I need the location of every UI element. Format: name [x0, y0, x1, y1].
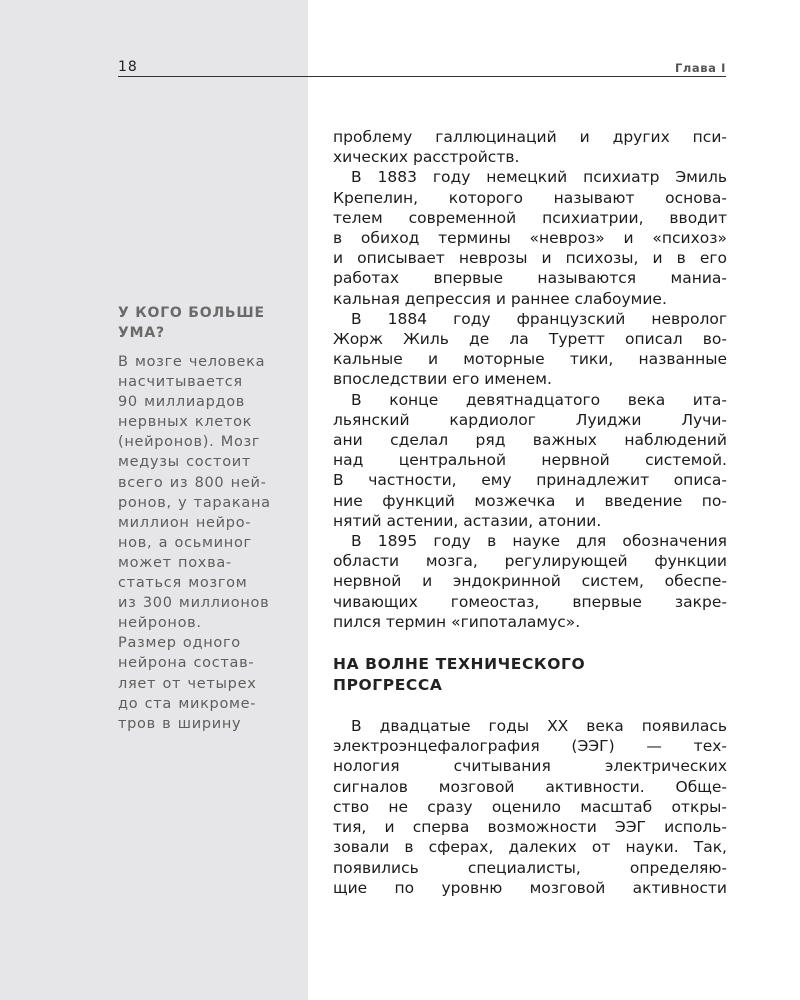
text-line: ани сделал ряд важных наблюдений	[333, 431, 727, 450]
text-line: хических расстройств.	[333, 148, 520, 167]
text-line: В 1884 году французский невролог	[351, 309, 727, 328]
sidebar-line: насчитывается	[118, 374, 243, 391]
text-line: области мозга, регулирующей функции	[333, 552, 727, 571]
text-line: и описывает неврозы и психозы, и в его	[333, 249, 727, 268]
section-spacer	[333, 695, 727, 716]
text-line: тия, и сперва возможности ЭЭГ исполь-	[333, 818, 727, 837]
sidebar-line: нейрона состав-	[118, 655, 255, 672]
sidebar-line: ронов, у таракана	[118, 494, 271, 511]
sidebar-line: ляет от четырех	[118, 675, 257, 692]
sidebar-line: нейронов.	[118, 615, 202, 632]
paragraph	[333, 127, 727, 167]
text-line: нология считывания электрических	[333, 757, 727, 776]
text-line: В частности, ему принадлежит описа-	[333, 471, 727, 490]
sidebar-line: из 300 миллионов	[118, 595, 270, 612]
sidebar-line: тров в ширину	[118, 715, 242, 732]
paragraph	[333, 309, 727, 390]
sidebar-title: У КОГО БОЛЬШЕ УМА?	[118, 305, 265, 341]
text-line: кальные и моторные тики, названные	[333, 350, 727, 369]
text-line: появились специалисты, определяю-	[333, 858, 727, 877]
sidebar-line: 90 миллиардов	[118, 394, 246, 411]
text-line: чивающих гомеостаз, впервые закре-	[333, 592, 727, 611]
text-line: в обиход термины «невроз» и «психоз»	[333, 229, 727, 248]
main-text	[333, 127, 727, 898]
text-line: работах впервые называются маниа-	[333, 269, 727, 288]
sidebar-line: нервных клеток	[118, 414, 253, 431]
paragraph	[333, 167, 727, 308]
paragraph	[333, 716, 727, 898]
text-line: льянский кардиолог Луиджи Лучи-	[333, 410, 727, 429]
text-line: проблему галлюцинаций и других пси-	[333, 128, 727, 146]
paragraph	[333, 531, 727, 632]
sidebar-line: миллион нейро-	[118, 514, 252, 531]
text-line: нервной и эндокринной систем, обеспе-	[333, 572, 727, 591]
text-line: щие по уровню мозговой активности	[333, 878, 727, 897]
page-number: 18	[118, 59, 138, 75]
text-line: В двадцатые годы XX века появилась	[351, 717, 727, 736]
text-line: ство не сразу оценило масштаб откры-	[333, 797, 727, 816]
sidebar-line: может похва-	[118, 554, 232, 571]
text-line: зовали в сферах, далеких от науки. Так,	[333, 838, 727, 857]
section-heading	[333, 654, 727, 695]
text-line: ние функций мозжечка и введение по-	[333, 491, 727, 510]
sidebar-note	[118, 352, 298, 734]
text-line: сигналов мозговой активности. Обще-	[333, 777, 727, 796]
section-heading-line: ПРОГРЕССА	[333, 675, 443, 694]
text-line: впоследствии его именем.	[333, 370, 552, 389]
text-line: В 1883 году немецкий психиатр Эмиль	[351, 168, 727, 187]
text-line: нятий астении, астазии, атонии.	[333, 511, 602, 530]
text-line: Крепелин, которого называют основа-	[333, 188, 727, 207]
text-line: над центральной нервной системой.	[333, 451, 727, 470]
header-rule	[118, 76, 726, 77]
text-line: Жорж Жиль де ла Туретт описал во-	[333, 330, 727, 349]
sidebar-line: нов, а осьминог	[118, 534, 252, 551]
text-line: электроэнцефалография (ЭЭГ) — тех-	[333, 737, 727, 756]
text-line: пился термин «гипоталамус».	[333, 612, 581, 631]
sidebar-line: статься мозгом	[118, 575, 248, 592]
text-line: В конце девятнадцатого века ита-	[351, 390, 727, 409]
sidebar-line: Размер одного	[118, 635, 241, 652]
sidebar-line: до ста микроме-	[118, 695, 257, 712]
sidebar-line: медузы состоит	[118, 454, 252, 471]
section-heading-line: НА ВОЛНЕ ТЕХНИЧЕСКОГО	[333, 655, 586, 674]
text-line: В 1895 году в науке для обозначения	[351, 532, 727, 551]
text-line: кальная депрессия и раннее слабоумие.	[333, 289, 667, 308]
sidebar-line: В мозге человека	[118, 354, 266, 370]
sidebar-line: (нейронов). Мозг	[118, 434, 261, 451]
sidebar-line: всего из 800 ней-	[118, 474, 267, 491]
chapter-label: Глава I	[674, 61, 726, 75]
text-line: телем современной психиатрии, вводит	[333, 208, 727, 227]
paragraph	[333, 390, 727, 531]
